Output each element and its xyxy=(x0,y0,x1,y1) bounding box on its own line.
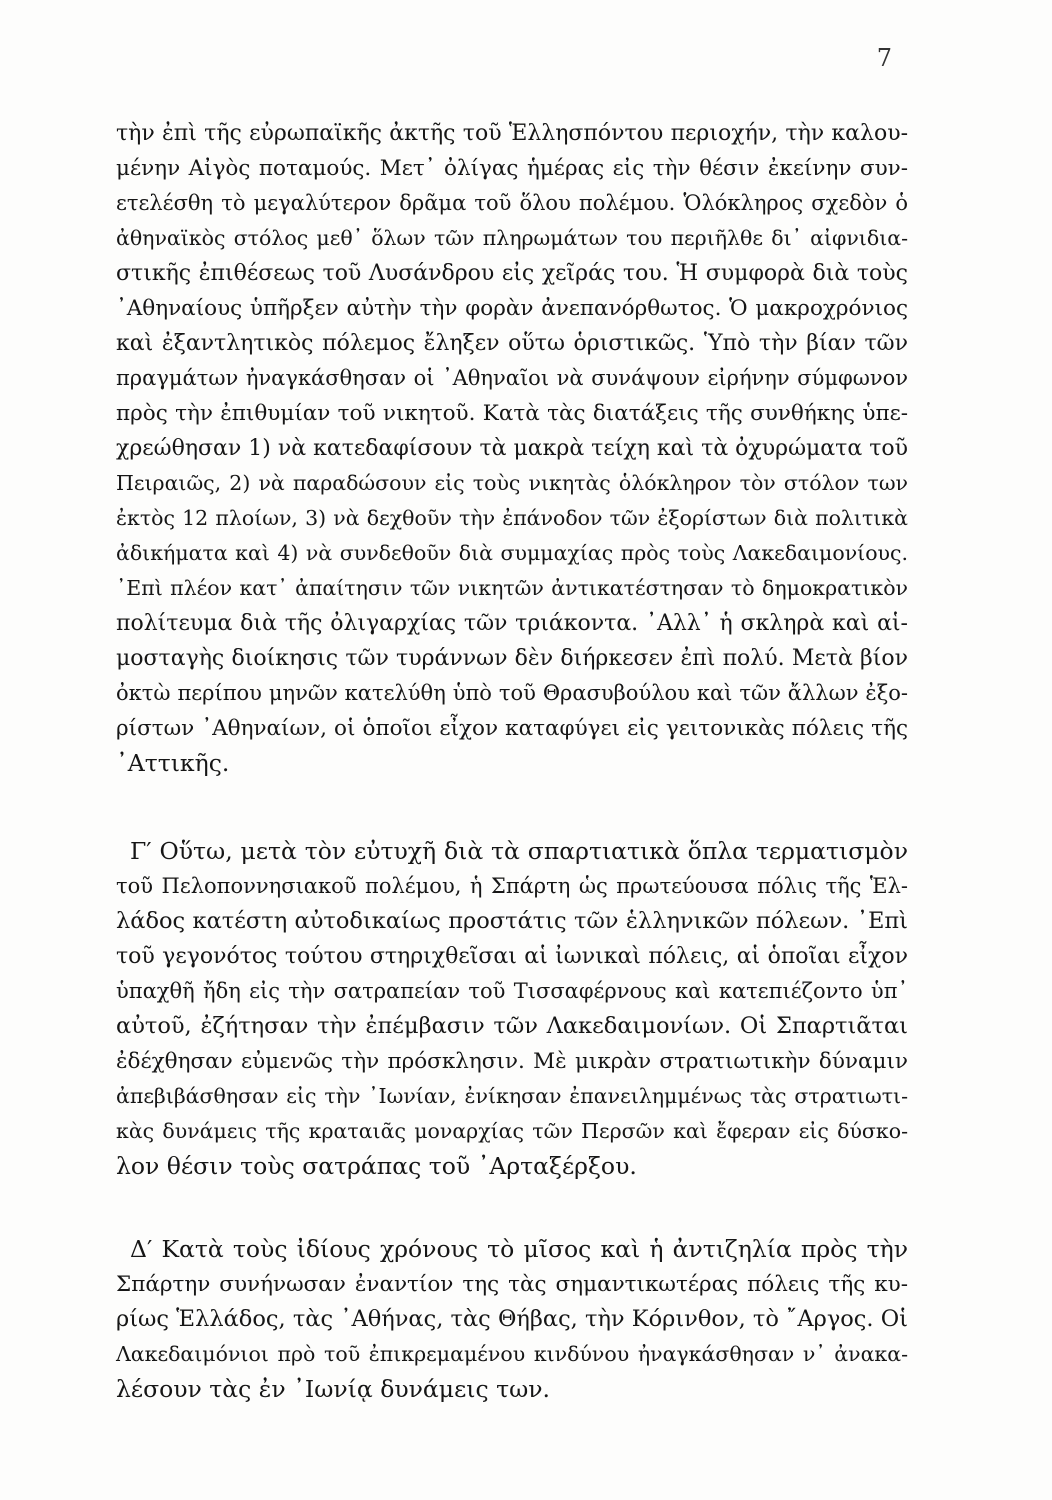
text-line: μοσταγὴς διοίκησις τῶν τυράννων δὲν διήρκεσεν ἐπὶ πολύ. Μετὰ βίον xyxy=(116,646,908,671)
paragraph-2 xyxy=(116,834,908,1184)
text-line: Σπάρτην συνήνωσαν ἐναντίον της τὰς σημαντικωτέρας πόλεις τῆς κυ- xyxy=(116,1272,908,1297)
text-line: Γ′ Οὕτω, μετὰ τὸν εὐτυχῆ διὰ τὰ σπαρτιατικὰ ὅπλα τερματισμὸν xyxy=(130,837,908,865)
text-line: ρίως Ἑλλάδος, τὰς ᾽Αθήνας, τὰς Θήβας, τὴν Κόρινθον, τὸ ῎Αργος. Οἱ xyxy=(116,1306,908,1332)
text-line: πολίτευμα διὰ τῆς ὀλιγαρχίας τῶν τριάκοντα. ᾽Αλλ᾽ ἡ σκληρὰ καὶ αἱ- xyxy=(116,611,908,636)
text-line: ἐδέχθησαν εὐμενῶς τὴν πρόσκλησιν. Μὲ μικρὰν στρατιωτικὴν δύναμιν xyxy=(116,1049,908,1074)
text-line: πρὸς τὴν ἐπιθυμίαν τοῦ νικητοῦ. Κατὰ τὰς διατάξεις τῆς συνθήκης ὑπε- xyxy=(116,401,908,426)
paragraph-3 xyxy=(116,1232,908,1407)
text-line: στικῆς ἐπιθέσεως τοῦ Λυσάνδρου εἰς χεῖράς του. Ἡ συμφορὰ διὰ τοὺς xyxy=(116,261,908,286)
text-line: ετελέσθη τὸ μεγαλύτερον δρᾶμα τοῦ ὅλου πολέμου. Ὁλόκληρος σχεδὸν ὁ xyxy=(116,191,908,215)
text-line: τὴν ἐπὶ τῆς εὐρωπαϊκῆς ἀκτῆς τοῦ Ἑλλησπόντου περιοχήν, τὴν καλου- xyxy=(116,121,908,146)
text-line: χρεώθησαν 1) νὰ κατεδαφίσουν τὰ μακρὰ τείχη καὶ τὰ ὀχυρώματα τοῦ xyxy=(116,436,908,461)
text-line: Πειραιῶς, 2) νὰ παραδώσουν εἰς τοὺς νικητὰς ὁλόκληρον τὸν στόλον των xyxy=(116,471,908,495)
text-line: ᾽Αττικῆς. xyxy=(116,749,230,777)
text-line: ὀκτὼ περίπου μηνῶν κατελύθη ὑπὸ τοῦ Θρασυβούλου καὶ τῶν ἄλλων ἐξο- xyxy=(116,681,908,705)
text-line: ρίστων ᾽Αθηναίων, οἱ ὁποῖοι εἶχον καταφύγει εἰς γειτονικὰς πόλεις τῆς xyxy=(116,716,908,741)
text-line: λέσουν τὰς ἐν ᾽Ιωνίᾳ δυνάμεις των. xyxy=(116,1375,551,1403)
text-line: ἐκτὸς 12 πλοίων, 3) νὰ δεχθοῦν τὴν ἐπάνοδον τῶν ἐξορίστων διὰ πολιτικὰ xyxy=(116,506,908,530)
page-number: 7 xyxy=(876,44,892,72)
text-line: τοῦ Πελοποννησιακοῦ πολέμου, ἡ Σπάρτη ὡς πρωτεύουσα πόλις τῆς Ἑλ- xyxy=(116,874,908,898)
text-line: ὑπαχθῆ ἤδη εἰς τὴν σατραπείαν τοῦ Τισσαφέρνους καὶ κατεπιέζοντο ὑπ᾽ xyxy=(116,979,908,1003)
text-line: ἀδικήματα καὶ 4) νὰ συνδεθοῦν διὰ συμμαχίας πρὸς τοὺς Λακεδαιμονίους. xyxy=(116,541,908,565)
text-line: Λακεδαιμόνιοι πρὸ τοῦ ἐπικρεμαμένου κινδύνου ἠναγκάσθησαν ν᾽ ἀνακα- xyxy=(116,1342,908,1366)
text-line: κὰς δυνάμεις τῆς κραταιᾶς μοναρχίας τῶν Περσῶν καὶ ἔφεραν εἰς δύσκο- xyxy=(116,1119,908,1143)
text-line: μένην Αἰγὸς ποταμούς. Μετ᾽ ὀλίγας ἡμέρας εἰς τὴν θέσιν ἐκείνην συν- xyxy=(116,156,908,181)
text-line: ἀπεβιβάσθησαν εἰς τὴν ᾽Ιωνίαν, ἐνίκησαν ἐπανειλημμένως τὰς στρατιωτι- xyxy=(116,1084,908,1108)
text-line: πραγμάτων ἠναγκάσθησαν οἱ ᾽Αθηναῖοι νὰ συνάψουν εἰρήνην σύμφωνον xyxy=(116,366,908,390)
text-line: λον θέσιν τοὺς σατράπας τοῦ ᾽Αρταξέρξου. xyxy=(116,1152,637,1180)
text-line: καὶ ἐξαντλητικὸς πόλεμος ἔληξεν οὕτω ὁριστικῶς. Ὑπὸ τὴν βίαν τῶν xyxy=(116,331,908,356)
text-line: ᾽Αθηναίους ὑπῆρξεν αὐτὴν τὴν φορὰν ἀνεπανόρθωτος. Ὁ μακροχρόνιος xyxy=(116,296,908,321)
text-line: αὐτοῦ, ἐζήτησαν τὴν ἐπέμβασιν τῶν Λακεδαιμονίων. Οἱ Σπαρτιᾶται xyxy=(116,1013,908,1039)
paragraph-1 xyxy=(116,116,908,781)
text-line: λάδος κατέστη αὐτοδικαίως προστάτις τῶν ἑλληνικῶν πόλεων. ᾽Επὶ xyxy=(116,908,908,934)
text-line: ᾽Επὶ πλέον κατ᾽ ἀπαίτησιν τῶν νικητῶν ἀντικατέστησαν τὸ δημοκρατικὸν xyxy=(116,576,908,600)
text-line: ἀθηναϊκὸς στόλος μεθ᾽ ὅλων τῶν πληρωμάτων του περιῆλθε δι᾽ αἰφνιδια- xyxy=(116,226,908,250)
text-line: τοῦ γεγονότος τούτου στηριχθεῖσαι αἱ ἰωνικαὶ πόλεις, αἱ ὁποῖαι εἶχον xyxy=(116,944,908,969)
text-line: Δ′ Κατὰ τοὺς ἰδίους χρόνους τὸ μῖσος καὶ ἡ ἀντιζηλία πρὸς τὴν xyxy=(130,1235,908,1263)
